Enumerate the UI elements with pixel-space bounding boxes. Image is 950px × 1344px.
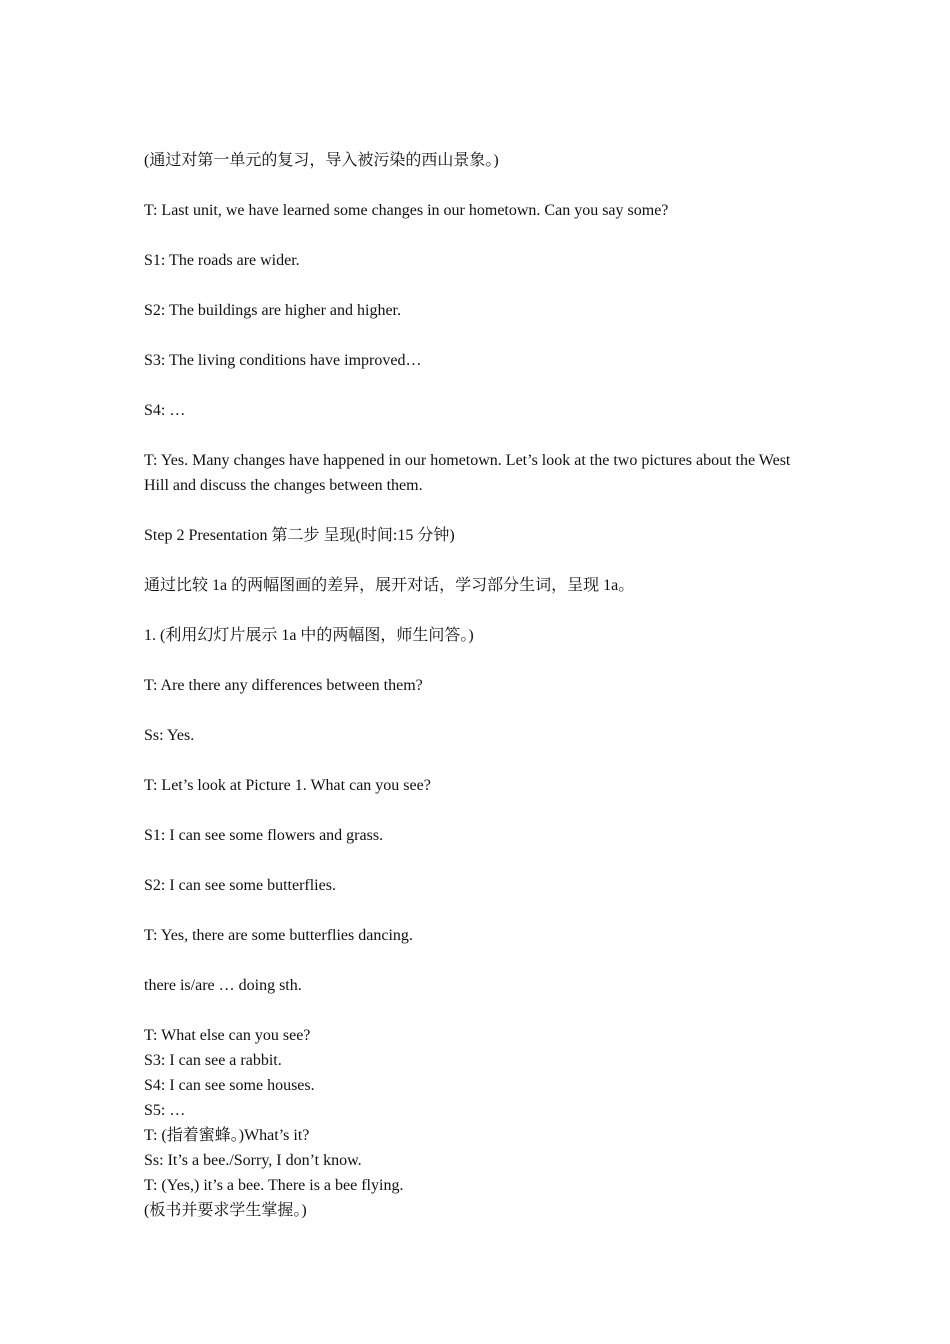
step-heading: Step 2 Presentation 第二步 呈现(时间:15 分钟) <box>144 527 455 544</box>
step-description: 通过比较 1a 的两幅图画的差异，展开对话，学习部分生词，呈现 1a。 <box>144 577 635 594</box>
dialogue-line: S2: The buildings are higher and higher. <box>144 302 401 319</box>
paragraph-review-note: (通过对第一单元的复习，导入被污染的西山景象。) <box>144 152 499 169</box>
dialogue-line: T: Yes. Many changes have happened in our hometown. Let’s look at the two pictures about the West Hill and discuss the changes between them. <box>144 452 791 494</box>
dialogue-line: T: What else can you see? <box>144 1027 311 1044</box>
board-note: (板书并要求学生掌握。) <box>144 1202 307 1219</box>
dialogue-line: S2: I can see some butterflies. <box>144 877 336 894</box>
dialogue-line: T: Are there any differences between them? <box>144 677 423 694</box>
activity-instruction: 1. (利用幻灯片展示 1a 中的两幅图，师生问答。) <box>144 627 474 644</box>
dialogue-line: S4: … <box>144 402 186 419</box>
dialogue-line: Ss: Yes. <box>144 727 195 744</box>
dialogue-line: Ss: It’s a bee./Sorry, I don’t know. <box>144 1152 362 1169</box>
dialogue-line: S3: I can see a rabbit. <box>144 1052 282 1069</box>
dialogue-line: S4: I can see some houses. <box>144 1077 315 1094</box>
dialogue-line: T: (Yes,) it’s a bee. There is a bee flying. <box>144 1177 404 1194</box>
dialogue-line: T: Let’s look at Picture 1. What can you see? <box>144 777 431 794</box>
dialogue-line: T: Yes, there are some butterflies dancing. <box>144 927 413 944</box>
dialogue-line: S5: … <box>144 1102 186 1119</box>
grammar-pattern: there is/are … doing sth. <box>144 977 302 994</box>
dialogue-line: S1: I can see some flowers and grass. <box>144 827 384 844</box>
document-body <box>144 148 814 1223</box>
dialogue-line: T: Last unit, we have learned some changes in our hometown. Can you say some? <box>144 202 669 219</box>
dialogue-line: T: (指着蜜蜂。)What’s it? <box>144 1127 310 1144</box>
dialogue-line: S3: The living conditions have improved… <box>144 352 422 369</box>
dialogue-line: S1: The roads are wider. <box>144 252 300 269</box>
